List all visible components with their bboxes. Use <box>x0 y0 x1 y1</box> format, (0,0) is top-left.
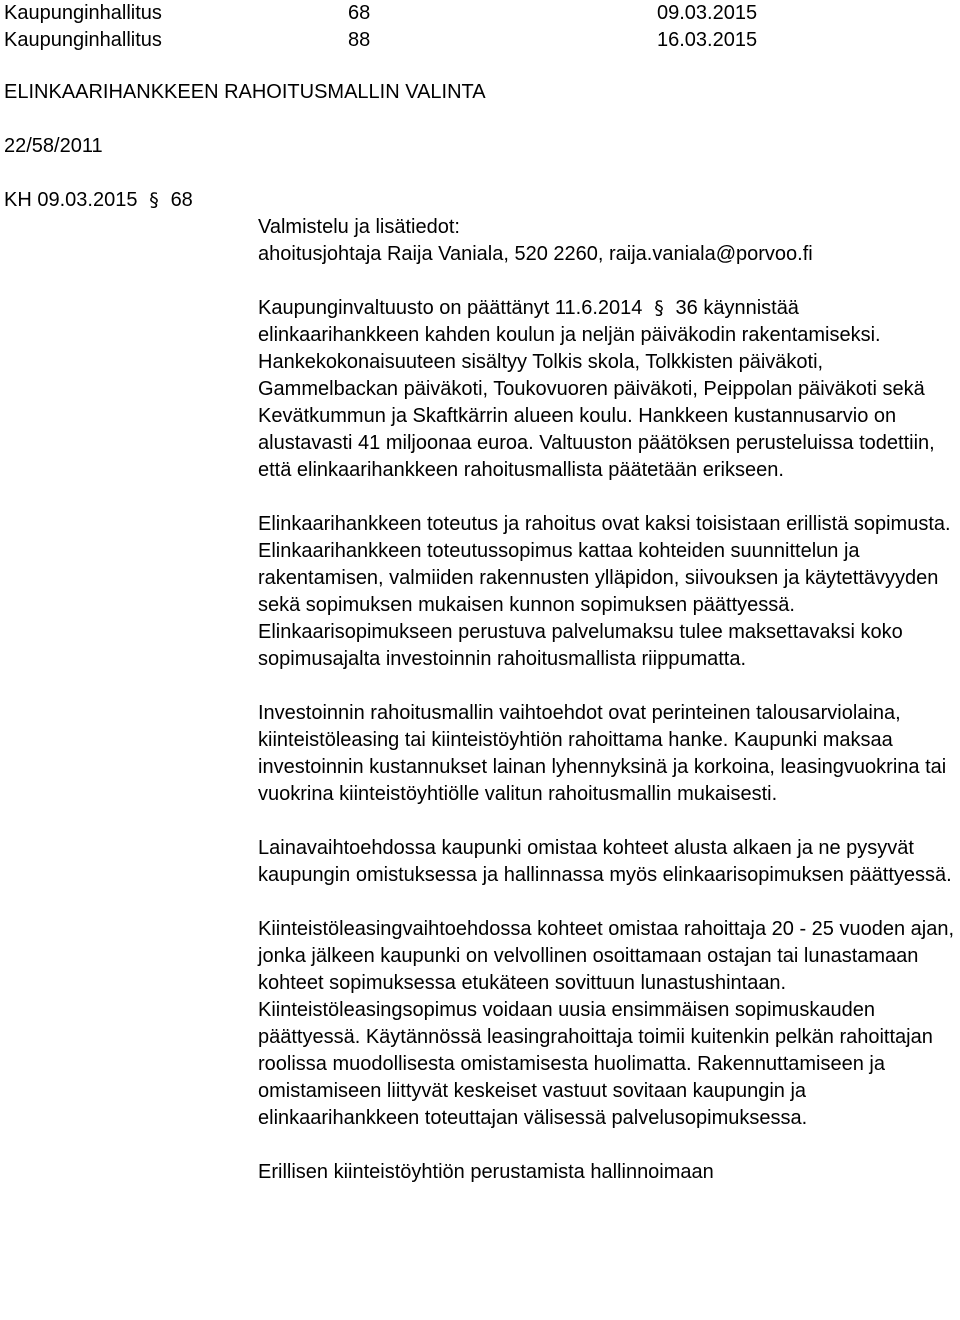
preparation-label: Valmistelu ja lisätiedot: <box>258 216 460 238</box>
document-title: ELINKAARIHANKKEEN RAHOITUSMALLIN VALINTA <box>4 81 486 103</box>
document-body <box>258 214 958 1186</box>
header-date: 16.03.2015 <box>657 29 758 51</box>
meeting-ref-text: KH 09.03.2015 <box>4 189 138 211</box>
preparation-contact: ahoitusjohtaja Raija Vaniala, 520 2260, raija.vaniala@porvoo.fi <box>258 243 813 265</box>
meeting-ref-number: 68 <box>170 189 193 211</box>
header-section-number: 68 <box>348 2 371 24</box>
header-body-name: Kaupunginhallitus <box>4 29 162 51</box>
paragraph-1-rest: 36 käynnistää elinkaarihankkeen kahden koulun ja neljän päiväkodin rakentamiseksi. Hankekokonaisuuteen sisältyy Tolkis skola, Tolkkisten päiväkoti, Gammelbackan päiväkoti, Toukovuoren päiväkoti, Peippolan päiväkoti sekä Kevätkummun ja Skaftkärrin alueen koulu. Hankkeen kustannusarvio on alustavasti 41 miljoonaa euroa. Valtuuston päätöksen perusteluissa todettiin, että elinkaarihankkeen rahoitusmallista päätetään erikseen. <box>258 297 935 481</box>
header-date: 09.03.2015 <box>657 2 758 24</box>
paragraph-5: Kiinteistöleasingvaihtoehdossa kohteet omistaa rahoittaja 20 - 25 vuoden ajan, jonka jälkeen kaupunki on velvollinen osoittamaan ostajan tai lunastamaan kohteet sopimuksessa etukäteen sovittuun lunastushintaan. Kiinteistöleasingsopimus voidaan uusia ensimmäisen sopimuskauden päättyessä. Käytännössä leasingrahoittaja toimii kuitenkin pelkän rahoittajan roolissa muodollisesta omistamisesta huolimatta. Rakennuttamiseen ja omistamiseen liittyvät keskeiset vastuut sovitaan kaupungin ja elinkaarihankkeen toteuttajan välisessä palvelusopimuksessa. <box>258 918 955 1129</box>
header-body-name: Kaupunginhallitus <box>4 2 162 24</box>
paragraph-1-prefix: Kaupunginvaltuusto on päättänyt 11.6.2014 <box>258 297 643 319</box>
paragraph-1 <box>258 295 958 484</box>
header-section-number: 88 <box>348 29 371 51</box>
diary-number: 22/58/2011 <box>4 135 103 157</box>
paragraph-4: Lainavaihtoehdossa kaupunki omistaa kohteet alusta alkaen ja ne pysyvät kaupungin omistuksessa ja hallinnassa myös elinkaarisopimuksen päättyessä. <box>258 837 952 886</box>
meeting-reference <box>4 187 193 214</box>
section-sign-icon: § <box>149 189 159 211</box>
paragraph-2: Elinkaarihankkeen toteutus ja rahoitus ovat kaksi toisistaan erillistä sopimusta. Elinkaarihankkeen toteutussopimus kattaa kohteiden suunnittelun ja rakentamisen, valmiiden rakennusten ylläpidon, siivouksen ja käytettävyyden sekä sopimuksen mukaisen kunnon sopimuksen päättyessä. Elinkaarisopimukseen perustuva palvelumaksu tulee maksettavaksi koko sopimusajalta investoinnin rahoitusmallista riippumatta. <box>258 513 951 670</box>
paragraph-3: Investoinnin rahoitusmallin vaihtoehdot ovat perinteinen talousarviolaina, kiinteistöleasing tai kiinteistöyhtiön rahoittama hanke. Kaupunki maksaa investoinnin kustannukset lainan lyhennyksinä ja korkoina, leasingvuokrina tai vuokrina kiinteistöyhtiölle valitun rahoitusmallin mukaisesti. <box>258 702 947 805</box>
paragraph-6: Erillisen kiinteistöyhtiön perustamista hallinnoimaan <box>258 1161 714 1183</box>
section-sign-icon: § <box>654 297 664 319</box>
